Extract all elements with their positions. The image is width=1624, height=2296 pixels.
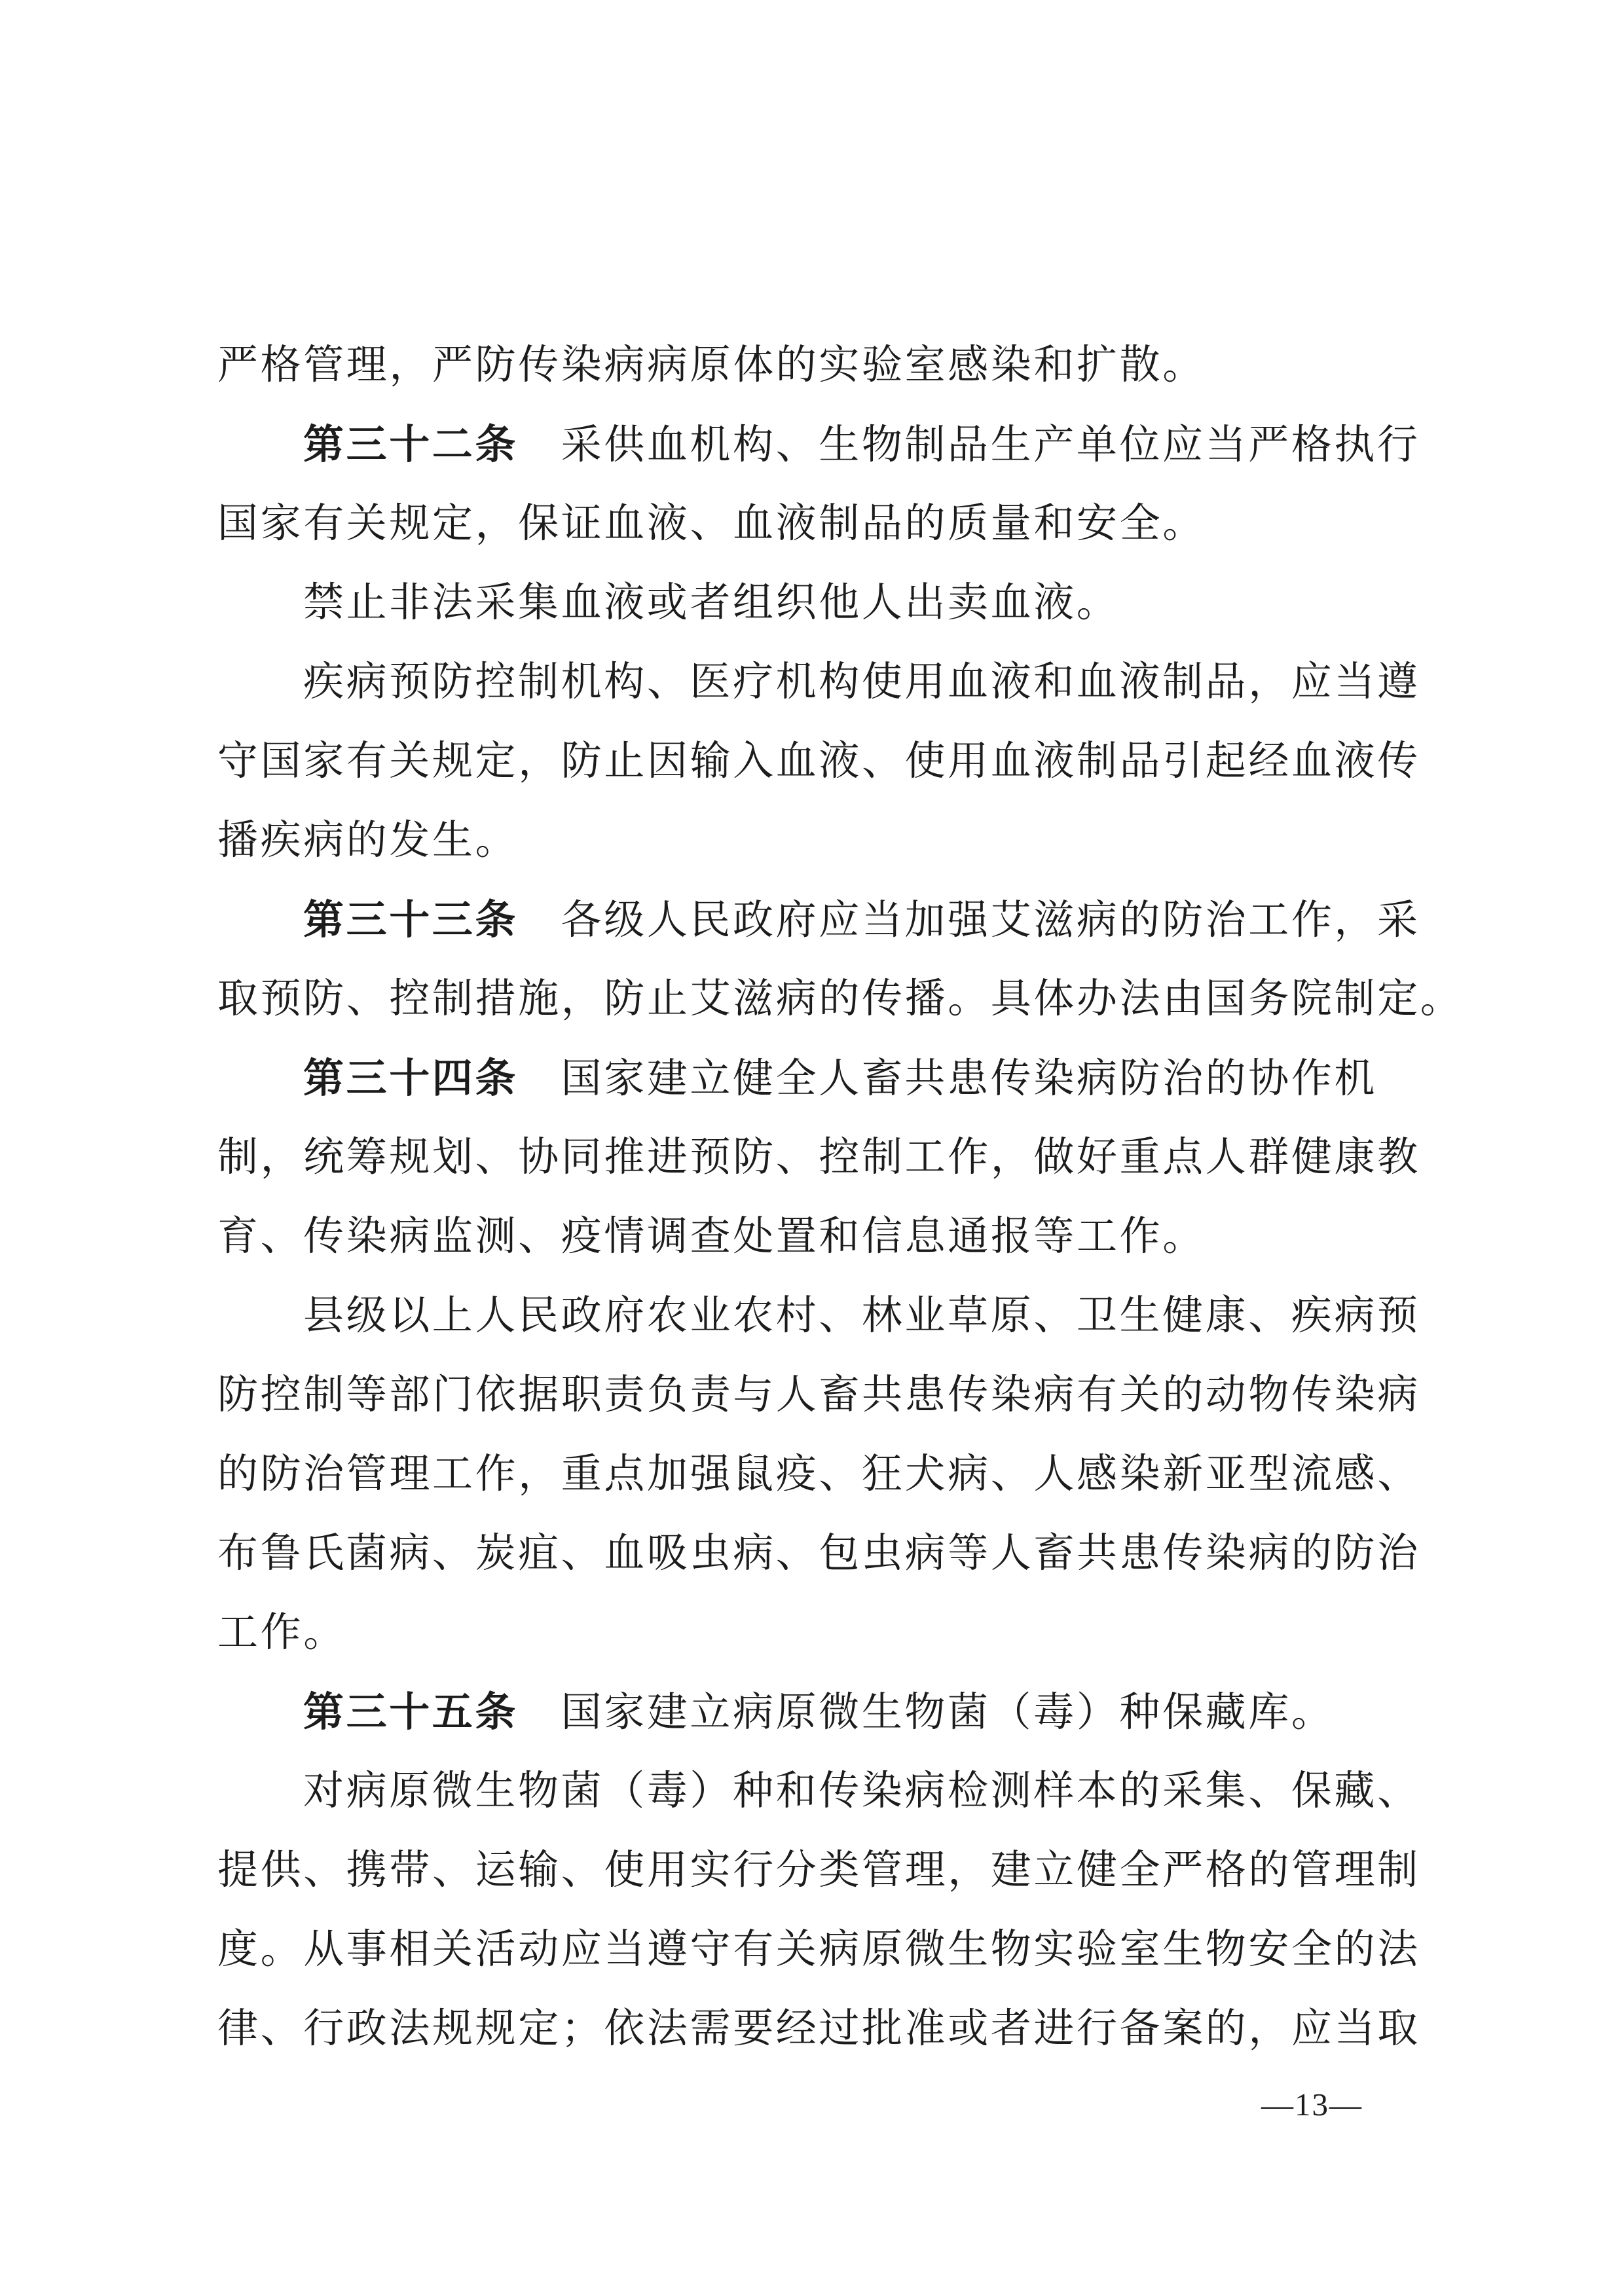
body-text: 取预防、控制措施，防止艾滋病的传播。具体办法由国务院制定。 xyxy=(217,977,1464,1021)
body-text: 育、传染病监测、疫情调查处置和信息通报等工作。 xyxy=(217,1214,1206,1259)
body-text: 播疾病的发生。 xyxy=(217,818,519,863)
article-number: 第三十五条 xyxy=(303,1690,519,1735)
text-line xyxy=(217,1277,1435,1356)
body-text: 国家建立健全人畜共患传染病防治的协作机 xyxy=(518,1057,1378,1101)
text-line xyxy=(217,960,1464,1039)
body-text: 制，统筹规划、协同推进预防、控制工作，做好重点人群健康教 xyxy=(217,1135,1420,1180)
body-text: 严格管理，严防传染病病原体的实验室感染和扩散。 xyxy=(217,343,1206,388)
text-line xyxy=(217,1197,1435,1277)
text-line xyxy=(217,1673,1435,1752)
body-text: 布鲁氏菌病、炭疽、血吸虫病、包虫病等人畜共患传染病的防治 xyxy=(217,1531,1420,1576)
text-line xyxy=(217,801,1435,881)
text-line xyxy=(217,1435,1435,1514)
text-line xyxy=(217,722,1435,801)
text-line xyxy=(217,1514,1435,1594)
text-line xyxy=(217,1990,1435,2069)
body-text: 国家建立病原微生物菌（毒）种保藏库。 xyxy=(518,1690,1335,1735)
body-text: 工作。 xyxy=(217,1611,346,1655)
body-text: 提供、携带、运输、使用实行分类管理，建立健全严格的管理制 xyxy=(217,1848,1420,1893)
article-number: 第三十四条 xyxy=(303,1056,519,1101)
text-line xyxy=(217,1356,1435,1435)
text-line xyxy=(217,326,1435,405)
body-text: 县级以上人民政府农业农村、林业草原、卫生健康、疾病预 xyxy=(303,1294,1420,1338)
body-text: 国家有关规定，保证血液、血液制品的质量和安全。 xyxy=(217,501,1206,546)
text-line xyxy=(217,881,1435,960)
body-text: 采供血机构、生物制品生产单位应当严格执行 xyxy=(518,423,1420,467)
text-line xyxy=(217,1831,1435,1910)
body-text: 度。从事相关活动应当遵守有关病原微生物实验室生物安全的法 xyxy=(217,1927,1420,1972)
body-text: 的防治管理工作，重点加强鼠疫、狂犬病、人感染新亚型流感、 xyxy=(217,1452,1420,1497)
text-line xyxy=(217,1752,1435,1831)
document-body-text xyxy=(217,326,1464,2069)
body-text: 防控制等部门依据职责负责与人畜共患传染病有关的动物传染病 xyxy=(217,1373,1420,1417)
text-line xyxy=(217,405,1435,484)
text-line xyxy=(217,484,1435,564)
body-text: 禁止非法采集血液或者组织他人出卖血液。 xyxy=(303,581,1120,625)
text-line xyxy=(217,1039,1435,1118)
article-number: 第三十二条 xyxy=(303,422,519,467)
body-text: 疾病预防控制机构、医疗机构使用血液和血液制品，应当遵 xyxy=(303,660,1420,704)
body-text: 各级人民政府应当加强艾滋病的防治工作，采 xyxy=(518,898,1420,943)
body-text: 对病原微生物菌（毒）种和传染病检测样本的采集、保藏、 xyxy=(303,1769,1420,1813)
body-text: 律、行政法规规定；依法需要经过批准或者进行备案的，应当取 xyxy=(217,2007,1420,2051)
text-line xyxy=(217,564,1435,643)
text-line xyxy=(217,643,1435,722)
page-number: —13— xyxy=(1261,2086,1363,2123)
text-line xyxy=(217,1594,1435,1673)
text-line xyxy=(217,1910,1435,1990)
body-text: 守国家有关规定，防止因输入血液、使用血液制品引起经血液传 xyxy=(217,739,1420,784)
text-line xyxy=(217,1118,1435,1197)
article-number: 第三十三条 xyxy=(303,898,519,943)
